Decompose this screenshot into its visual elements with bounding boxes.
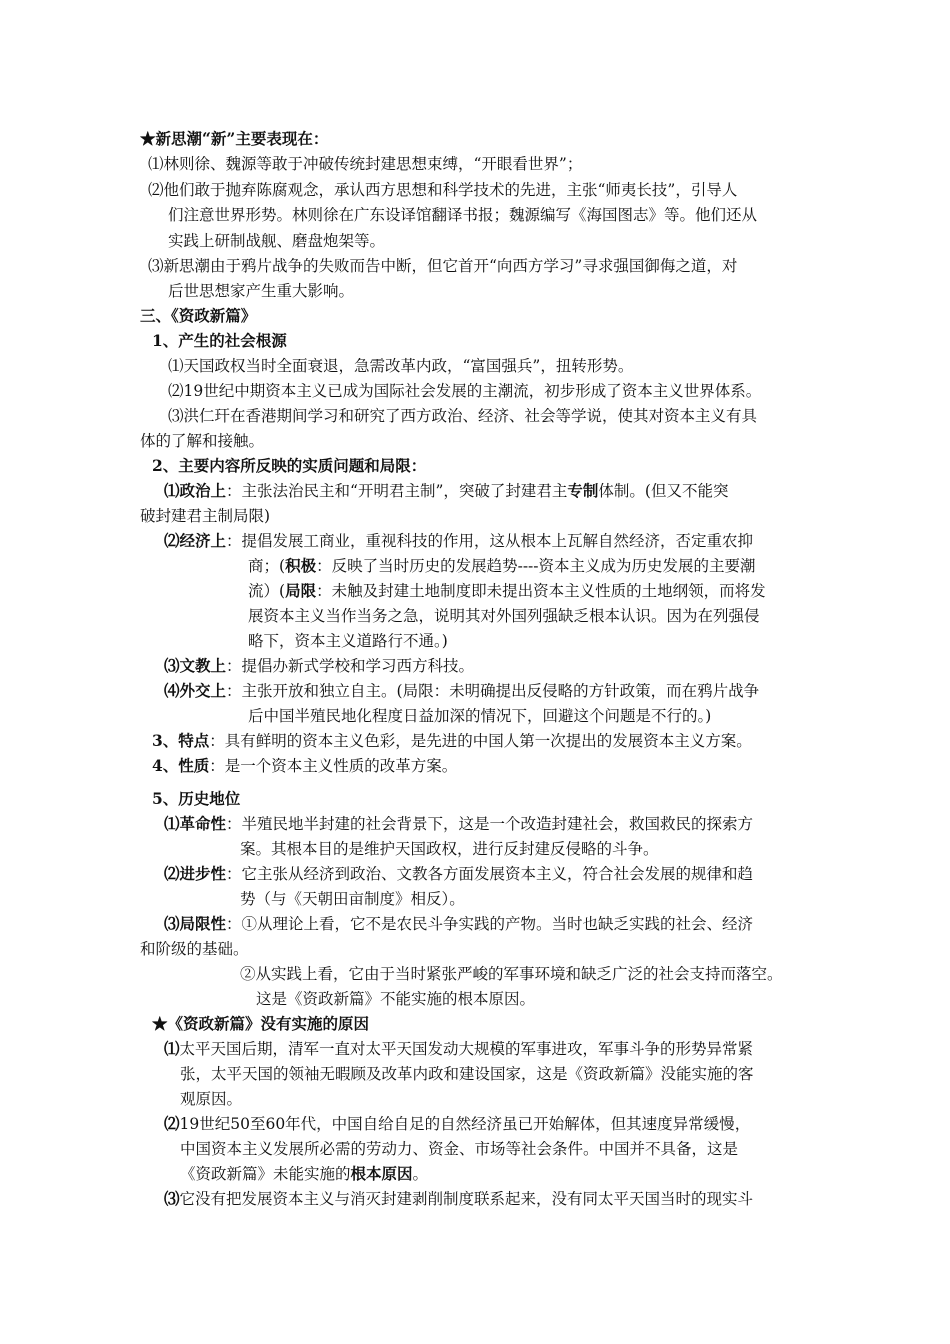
- reason-1-line-2: 张，太平天国的领袖无暇顾及改革内政和建设国家，这是《资政新篇》没能实施的客: [180, 1065, 754, 1083]
- economy-label: ⑵经济上: [164, 531, 227, 550]
- new-thought-item-2-line-3: 实践上研制战舰、磨盘炮架等。: [168, 232, 386, 250]
- reason-2-line-2: 中国资本主义发展所必需的劳动力、资金、市场等社会条件。中国并不具备，这是: [180, 1140, 739, 1158]
- reason-1-number: ⑴: [164, 1039, 180, 1058]
- politics-line-1: ⑴政治上：主张法治民主和“开明君主制”，突破了封建君主专制体制。(但又不能突: [164, 481, 729, 500]
- new-thought-item-1: ⑴林则徐、魏源等敢于冲破传统封建思想束缚，“开眼看世界”；: [148, 155, 583, 173]
- origin-item-3-line-2: 体的了解和接触。: [140, 432, 265, 450]
- reasons-heading: ★《资政新篇》没有实施的原因: [152, 1014, 370, 1033]
- reason-2-line-3: 《资政新篇》未能实施的根本原因。: [180, 1164, 429, 1183]
- subsection-2-heading: 2、主要内容所反映的实质问题和局限：: [152, 456, 427, 475]
- new-thought-heading: ★新思潮“新”主要表现在：: [140, 129, 329, 148]
- new-thought-item-2-line-1: ⑵他们敢于抛弃陈腐观念，承认西方思想和科学技术的先进，主张“师夷长技”，引导人: [148, 181, 738, 199]
- progressive-label: ⑵进步性: [164, 864, 227, 883]
- new-thought-item-3-line-2: 后世思想家产生重大影响。: [168, 282, 355, 300]
- economy-line-2: 商；(积极：反映了当时历史的发展趋势----资本主义成为历史发展的主要潮: [248, 556, 756, 575]
- revolutionary-line-2: 案。其根本目的是维护天国政权，进行反封建反侵略的斗争。: [240, 840, 659, 858]
- limitation-line-2: 和阶级的基础。: [140, 940, 249, 958]
- reason-2-line-1: ⑵19世纪50至60年代，中国自给自足的自然经济虽已开始解体，但其速度异常缓慢，: [164, 1114, 751, 1133]
- politics-label: ⑴政治上: [164, 481, 227, 500]
- limitation-line-4: 这是《资政新篇》不能实施的根本原因。: [256, 990, 536, 1008]
- limitation-line-1: ⑶局限性：①从理论上看，它不是农民斗争实践的产物。当时也缺乏实践的社会、经济: [164, 914, 754, 933]
- economy-line-4: 展资本主义当作当务之急，说明其对外国列强缺乏根本认识。因为在列强侵: [248, 607, 760, 625]
- limitation-line-3: ②从实践上看，它由于当时紧张严峻的军事环境和缺乏广泛的社会支持而落空。: [240, 965, 783, 983]
- reason-2-number: ⑵: [164, 1114, 180, 1133]
- education-label: ⑶文教上: [164, 656, 227, 675]
- revolutionary-label: ⑴革命性: [164, 814, 227, 833]
- revolutionary-line-1: ⑴革命性：半殖民地半封建的社会背景下，这是一个改造封建社会，救国救民的探索方: [164, 814, 754, 833]
- reason-3-number: ⑶: [164, 1189, 180, 1208]
- politics-line-2: 破封建君主制局限): [140, 507, 271, 525]
- diplomacy-line-2: 后中国半殖民地化程度日益加深的情况下，回避这个问题是不行的。): [248, 707, 712, 725]
- diplomacy-label: ⑷外交上: [164, 681, 227, 700]
- limitation-label: ⑶局限性: [164, 914, 227, 933]
- reason-1-line-1: ⑴太平天国后期，清军一直对太平天国发动大规模的军事进攻，军事斗争的形势异常紧: [164, 1039, 754, 1058]
- economy-line-1: ⑵经济上：提倡发展工商业，重视科技的作用，这从根本上瓦解自然经济，否定重农抑: [164, 531, 754, 550]
- origin-item-3-line-1: ⑶洪仁玕在香港期间学习和研究了西方政治、经济、社会等学说，使其对资本主义有具: [168, 407, 758, 425]
- progressive-line-1: ⑵进步性：它主张从经济到政治、文教各方面发展资本主义，符合社会发展的规律和趋: [164, 864, 754, 883]
- subsection-5-heading: 5、历史地位: [152, 789, 241, 808]
- new-thought-item-3-line-1: ⑶新思潮由于鸦片战争的失败而告中断，但它首开“向西方学习”寻求强国御侮之道，对: [148, 257, 738, 275]
- economy-line-5: 略下，资本主义道路行不通。): [248, 632, 448, 650]
- subsection-1-heading: 1、产生的社会根源: [152, 331, 287, 350]
- diplomacy-line-1: ⑷外交上：主张开放和独立自主。(局限：未明确提出反侵略的方针政策，而在鸦片战争: [164, 681, 760, 700]
- new-thought-item-2-line-2: 们注意世界形势。林则徐在广东设译馆翻译书报；魏源编写《海国图志》等。他们还从: [168, 206, 758, 224]
- origin-item-1: ⑴天国政权当时全面衰退，急需改革内政，“富国强兵”，扭转形势。: [168, 357, 634, 375]
- economy-line-3: 流）(局限：未触及封建土地制度即未提出资本主义性质的土地纲领，而将发: [248, 581, 766, 600]
- nature-label: 4、性质: [152, 756, 210, 775]
- feature-label: 3、特点: [152, 731, 210, 750]
- nature-line: 4、性质：是一个资本主义性质的改革方案。: [152, 756, 458, 775]
- reason-1-line-3: 观原因。: [180, 1090, 243, 1108]
- education-line: ⑶文教上：提倡办新式学校和学习西方科技。: [164, 656, 475, 675]
- reason-3-line-1: ⑶它没有把发展资本主义与消灭封建剥削制度联系起来，没有同太平天国当时的现实斗: [164, 1189, 754, 1208]
- section-3-heading: 三、《资政新篇》: [140, 306, 257, 325]
- origin-item-2: ⑵19世纪中期资本主义已成为国际社会发展的主潮流，初步形成了资本主义世界体系。: [168, 382, 762, 400]
- progressive-line-2: 势（与《天朝田亩制度》相反）。: [240, 890, 465, 908]
- feature-line: 3、特点：具有鲜明的资本主义色彩，是先进的中国人第一次提出的发展资本主义方案。: [152, 731, 752, 750]
